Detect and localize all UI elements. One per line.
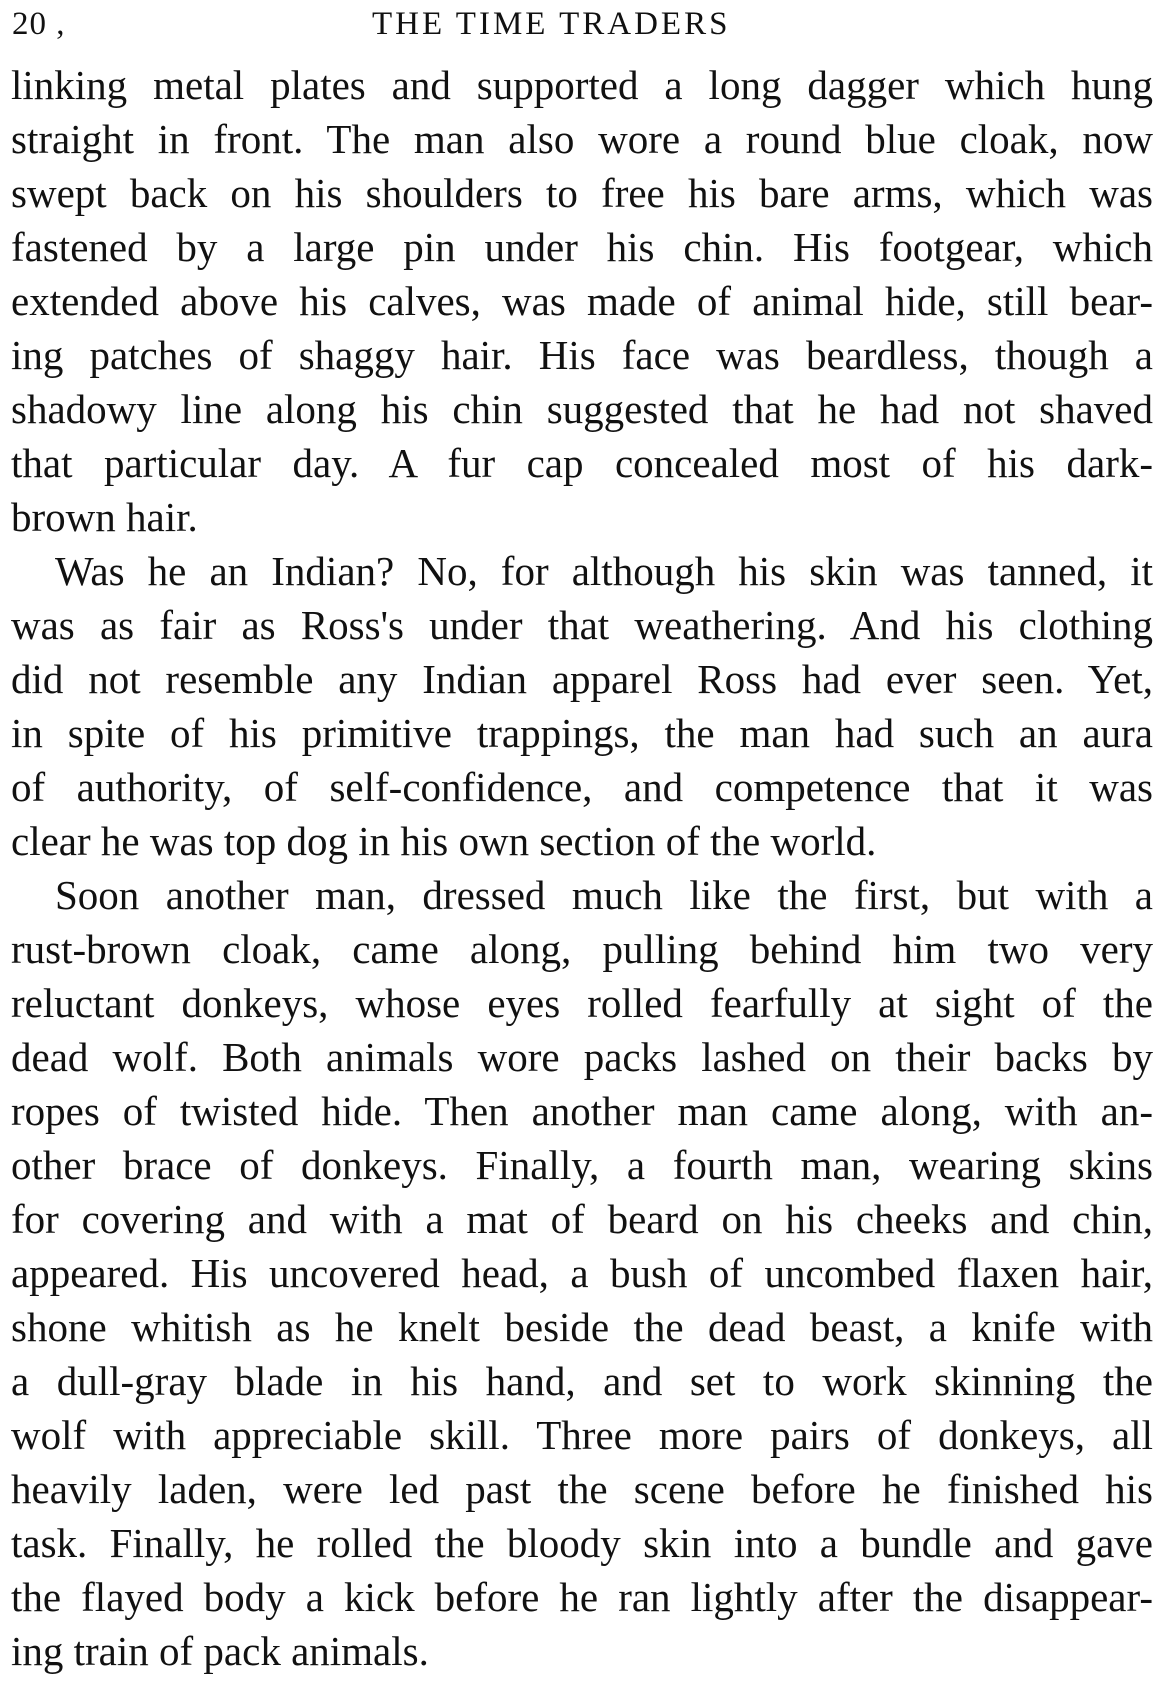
text-line: appeared. His uncovered head, a bush of uncombed flaxen hair, <box>11 1250 1153 1296</box>
text-line: rust-brown cloak, came along, pulling behind him two very <box>11 926 1153 972</box>
book-title: THE TIME TRADERS <box>372 6 731 42</box>
text-line: was as fair as Ross's under that weathering. And his clothing <box>11 602 1153 648</box>
text-line: a dull-gray blade in his hand, and set to work skinning the <box>11 1358 1153 1404</box>
body-text <box>11 58 1153 1678</box>
paragraph-start-line: Was he an Indian? No, for although his skin was tanned, it <box>55 548 1153 594</box>
text-line: reluctant donkeys, whose eyes rolled fearfully at sight of the <box>11 980 1153 1026</box>
text-line: did not resemble any Indian apparel Ross had ever seen. Yet, <box>11 656 1153 702</box>
text-line: fastened by a large pin under his chin. His footgear, which <box>11 224 1153 270</box>
text-line: shone whitish as he knelt beside the dead beast, a knife with <box>11 1304 1153 1350</box>
text-line: ing patches of shaggy hair. His face was beardless, though a <box>11 332 1153 378</box>
text-line: other brace of donkeys. Finally, a fourth man, wearing skins <box>11 1142 1153 1188</box>
paragraph-end-line: ing train of pack animals. <box>11 1628 429 1674</box>
paragraph-end-line: clear he was top dog in his own section of the world. <box>11 818 877 864</box>
text-line: task. Finally, he rolled the bloody skin into a bundle and gave <box>11 1520 1153 1566</box>
text-line: ropes of twisted hide. Then another man came along, with an- <box>11 1088 1153 1134</box>
text-line: for covering and with a mat of beard on his cheeks and chin, <box>11 1196 1153 1242</box>
text-line: wolf with appreciable skill. Three more pairs of donkeys, all <box>11 1412 1153 1458</box>
text-line: that particular day. A fur cap concealed most of his dark- <box>11 440 1153 486</box>
text-line: heavily laden, were led past the scene before he finished his <box>11 1466 1153 1512</box>
text-line: the flayed body a kick before he ran lightly after the disappear- <box>11 1574 1153 1620</box>
paragraph-end-line: brown hair. <box>11 494 198 540</box>
text-line: linking metal plates and supported a long dagger which hung <box>11 62 1153 108</box>
paragraph-start-line: Soon another man, dressed much like the first, but with a <box>55 872 1153 918</box>
text-line: straight in front. The man also wore a round blue cloak, now <box>11 116 1153 162</box>
text-line: of authority, of self-confidence, and competence that it was <box>11 764 1153 810</box>
text-line: dead wolf. Both animals wore packs lashed on their backs by <box>11 1034 1153 1080</box>
text-line: in spite of his primitive trappings, the man had such an aura <box>11 710 1153 756</box>
page-number: 20 , <box>12 6 66 42</box>
text-line: extended above his calves, was made of animal hide, still bear- <box>11 278 1153 324</box>
running-head <box>10 4 1160 46</box>
text-line: shadowy line along his chin suggested that he had not shaved <box>11 386 1153 432</box>
text-line: swept back on his shoulders to free his bare arms, which was <box>11 170 1153 216</box>
